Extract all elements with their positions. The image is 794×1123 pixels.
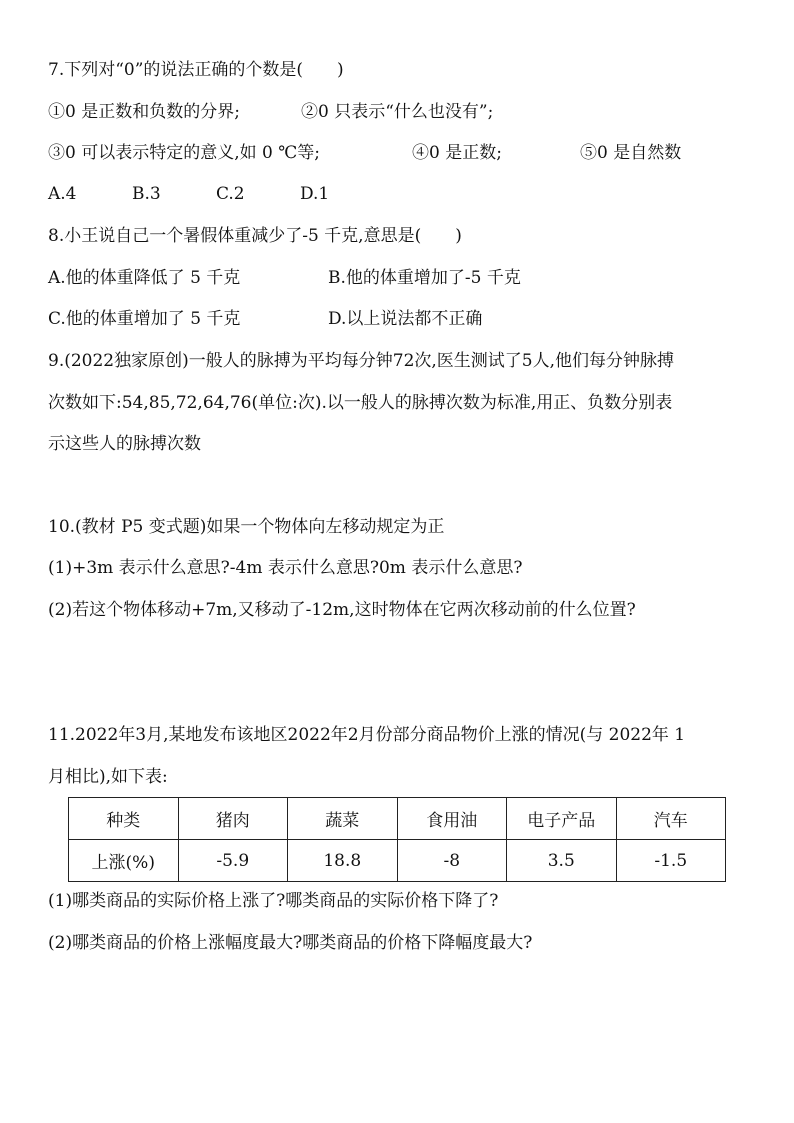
q7-statement-2: ②0 只表示“什么也没有”;	[301, 102, 494, 122]
q7-statement-3: ③0 可以表示特定的意义,如 0 ℃等;	[48, 143, 320, 163]
table-cell: -5.9	[178, 840, 288, 882]
table-cell: 种类	[69, 798, 179, 840]
q7-stem: 7.下列对“0”的说法正确的个数是( )	[48, 60, 344, 80]
table-cell: 3.5	[507, 840, 617, 882]
q11-line-1: 11.2022年3月,某地发布该地区2022年2月份部分商品物价上涨的情况(与 2022年 1	[48, 725, 686, 745]
q7-option-b: B.3	[132, 184, 161, 204]
q8-stem: 8.小王说自己一个暑假体重减少了-5 千克,意思是( )	[48, 226, 462, 246]
q11-line-2: 月相比),如下表:	[48, 767, 168, 787]
q9-line-3: 示这些人的脉搏次数	[48, 434, 201, 454]
q7-statement-5: ⑤0 是自然数	[580, 143, 682, 163]
table-cell: 猪肉	[178, 798, 288, 840]
q8-option-b: B.他的体重增加了-5 千克	[328, 268, 521, 288]
q7-option-d: D.1	[300, 184, 330, 204]
q7-option-c: C.2	[216, 184, 245, 204]
q7-statement-4: ④0 是正数;	[412, 143, 502, 163]
q7-statement-1: ①0 是正数和负数的分界;	[48, 102, 240, 122]
q7-option-a: A.4	[48, 184, 77, 204]
table-cell: 蔬菜	[288, 798, 398, 840]
table-row	[69, 840, 726, 882]
table-cell: 18.8	[288, 840, 398, 882]
q10-part-2: (2)若这个物体移动+7m,又移动了-12m,这时物体在它两次移动前的什么位置?	[48, 600, 636, 620]
q8-option-d: D.以上说法都不正确	[328, 309, 483, 329]
table-cell: -8	[397, 840, 507, 882]
q10-part-1: (1)+3m 表示什么意思?-4m 表示什么意思?0m 表示什么意思?	[48, 558, 523, 578]
q10-stem: 10.(教材 P5 变式题)如果一个物体向左移动规定为正	[48, 517, 445, 537]
q8-option-c: C.他的体重增加了 5 千克	[48, 309, 241, 329]
q9-line-1: 9.(2022独家原创)一般人的脉搏为平均每分钟72次,医生测试了5人,他们每分钟脉搏	[48, 351, 675, 371]
table-cell: 食用油	[397, 798, 507, 840]
price-change-table	[68, 797, 726, 882]
table-cell: -1.5	[616, 840, 726, 882]
q11-part-2: (2)哪类商品的价格上涨幅度最大?哪类商品的价格下降幅度最大?	[48, 933, 533, 953]
table-cell: 上涨(%)	[69, 840, 179, 882]
table-cell: 汽车	[616, 798, 726, 840]
table-header-row	[69, 798, 726, 840]
q9-line-2: 次数如下:54,85,72,64,76(单位:次).以一般人的脉搏次数为标准,用正、负数分别表	[48, 393, 673, 413]
q8-option-a: A.他的体重降低了 5 千克	[48, 268, 241, 288]
table-cell: 电子产品	[507, 798, 617, 840]
q11-part-1: (1)哪类商品的实际价格上涨了?哪类商品的实际价格下降了?	[48, 891, 499, 911]
